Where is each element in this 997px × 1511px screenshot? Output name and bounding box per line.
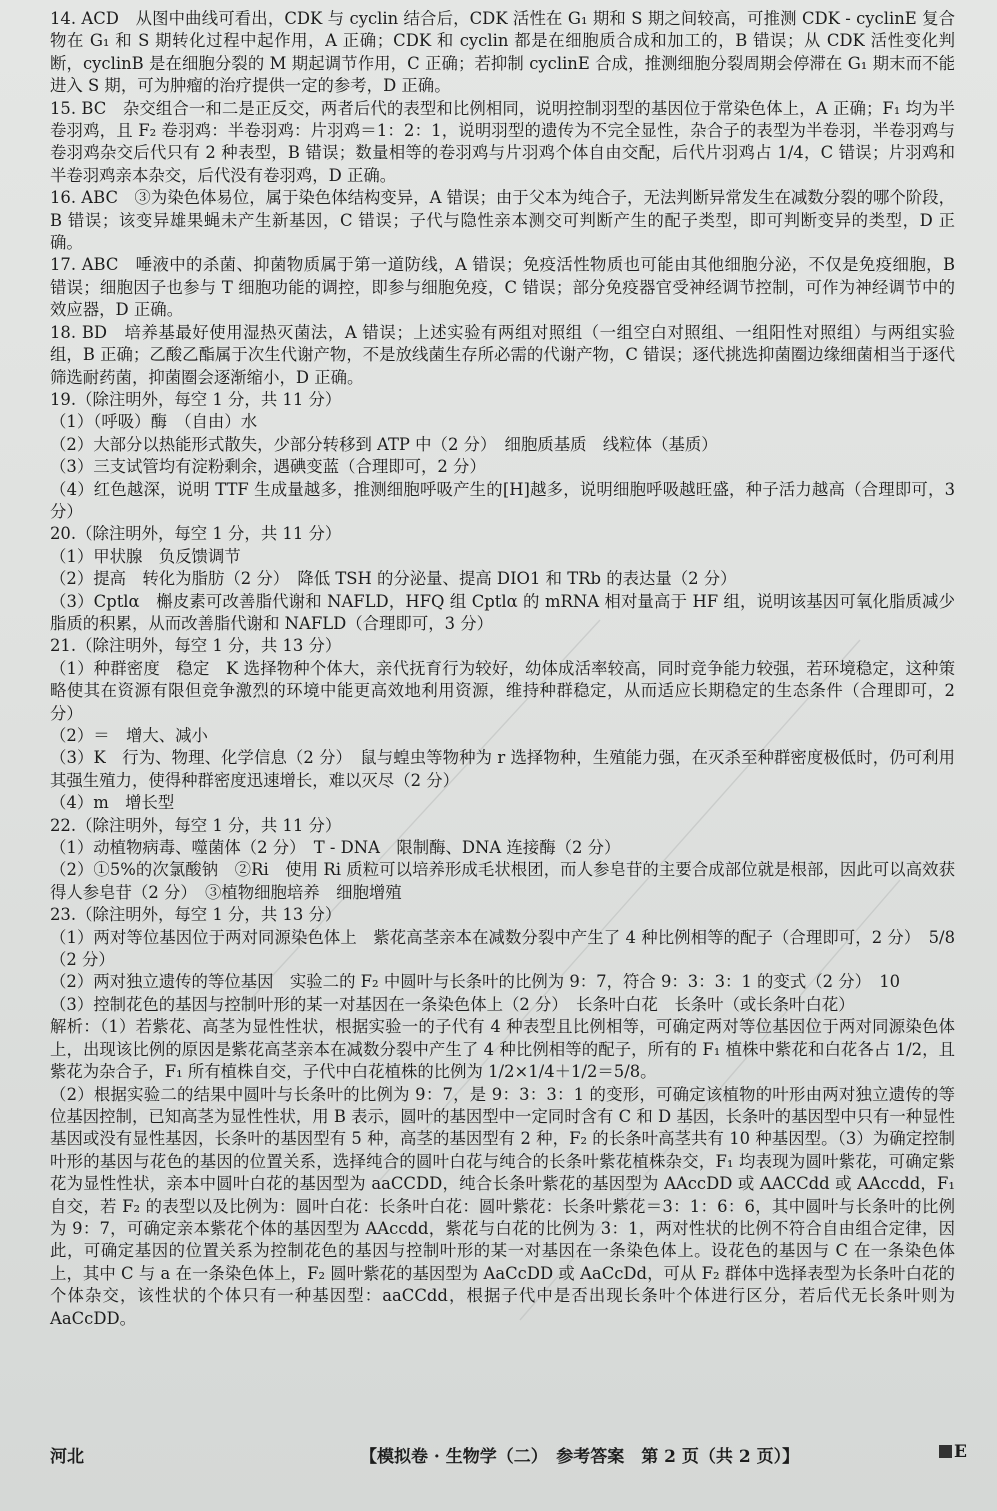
footer-province: 河北 [50,1447,84,1467]
answer-item [50,389,955,523]
answer-item-heading: 22.（除注明外，每空 1 分，共 11 分） [50,815,342,835]
answer-item-line: （1）甲状腺 负反馈调节 [50,546,241,566]
answer-item-line: （3）Cptlα 槲皮素可改善脂代谢和 NAFLD，HFQ 组 Cptlα 的 mRNA 相对量高于 HF 组，说明该基因可氧化脂质减少脂质的积累，从而改善脂代谢和 NAFLD（合理即可，3 分） [50,591,955,633]
answer-item-heading: 15. BC 杂交组合一和二是正反交，两者后代的表型和比例相同，说明控制羽型的基因位于常染色体上，A 正确；F₁ 均为半卷羽鸡，且 F₂ 卷羽鸡：半卷羽鸡：片羽鸡＝1：2：1，说明羽型的遗传为不完全显性，杂合子的表型为半卷羽，半卷羽鸡与卷羽鸡杂交后代只有 2 种表型，B 错误；数量相等的卷羽鸡与片羽鸡个体自由交配，后代片羽鸡占 1/4，C 错误；片羽鸡和半卷羽鸡亲本杂交，后代没有卷羽鸡，D 正确。 [50,98,955,185]
answer-item [50,98,955,188]
answer-item [50,815,955,905]
answer-item-line: （4）m 增长型 [50,793,175,813]
answer-item-line: （2）＝ 增大、减小 [50,726,208,745]
answer-item-heading: 23.（除注明外，每空 1 分，共 13 分） [50,905,342,925]
answer-item-line: （1）两对等位基因位于两对同源染色体上 紫花高茎亲本在减数分裂中产生了 4 种比例相等的配子（合理即可，2 分） 5/8（2 分） [50,927,955,970]
square-mark-icon [939,1445,952,1458]
answer-item [50,322,955,389]
answer-item-line: （1）动植物病毒、噬菌体（2 分） T - DNA 限制酶、DNA 连接酶（2 分） [50,838,621,858]
answer-item-line: （2）两对独立遗传的等位基因 实验二的 F₂ 中圆叶与长条叶的比例为 9：7，符合 9：3：3：1 的变式（2 分） 10 [50,972,901,992]
answer-item-heading: 14. ACD 从图中曲线可看出，CDK 与 cyclin 结合后，CDK 活性在 G₁ 期和 S 期之间较高，可推测 CDK - cyclinE 复合物在 G₁ 和 S 期转化过程中起作用，A 正确；CDK 和 cyclin 都是在细胞质合成和加工的，B 错误；从 CDK 活性变化判断，cyclinB 是在细胞分裂的 M 期起调节作用，C 正确；若抑制 cyclinE 合成，推测细胞分裂周期会停滞在 G₁ 期末而不能进入 S 期，可为肿瘤的治疗提供一定的参考，D 正确。 [50,9,955,96]
answer-item [50,635,955,814]
answer-content [50,8,955,1330]
answer-item-line: （3）K 行为、物理、化学信息（2 分） 鼠与蝗虫等物种为 r 选择物种，生殖能力强，在灭杀至种群密度极低时，仍可利用其强生殖力，使得种群密度迅速增长，难以灭尽（2 分） [50,748,955,790]
answer-item [50,187,955,254]
footer-title: 【模拟卷 · 生物学（二） 参考答案 第 2 页（共 2 页）】 [360,1447,800,1467]
answer-item-line: （2）根据实验二的结果中圆叶与长条叶的比例为 9：7，是 9：3：3：1 的变形，可确定该植物的叶形由两对独立遗传的等位基因控制，已知高茎为显性性状，用 B 表示，圆叶的基因型中一定同时含有 C 和 D 基因，长条叶的基因型中只有一种显性基因或没有显性基因，长条叶的基因型有 5 种，高茎的基因型有 2 种，F₂ 的长条叶高茎共有 10 种基因型。（3）为确定控制叶形的基因与花色的基因的位置关系，选择纯合的圆叶白花与纯合的长条叶紫花植株杂交，F₁ 均表现为圆叶紫花，可确定紫花为显性性状，亲本中圆叶白花的基因型为 aaCCDD，纯合长条叶紫花的基因型为 AAccDD 或 AACCdd 或 AAccdd，F₁ 自交，若 F₂ 的表型以及比例为：圆叶白花：长条叶白花：圆叶紫花：长条叶紫花＝3：1：6：6，其中圆叶与长条叶的比例为 9：7，可确定亲本紫花个体的基因型为 AAccdd，紫花与白花的比例为 3：1，两对性状的比例不符合自由组合定律，因此，可确定基因的位置关系为控制花色的基因与控制叶形的某一对基因在一条染色体上。设花色的基因与 C 在一条染色体上，其中 C 与 a 在一条染色体上，F₂ 圆叶紫花的基因型为 AaCcDD 或 AaCcDd，可从 F₂ 群体中选择表型为长条叶白花的个体杂交，该性状的个体只有一种基因型：aaCCdd，根据子代中是否出现长条叶个体进行区分，若后代无长条叶则为 AaCcDD。 [50,1084,955,1328]
answer-item-line: 解析：（1）若紫花、高茎为显性性状，根据实验一的子代有 4 种表型且比例相等，可确定两对等位基因位于两对同源染色体上，出现该比例的原因是紫花高茎亲本在减数分裂中产生了 4 种比例相等的配子，所有的 F₁ 植株中紫花和白花各占 1/2，且紫花为杂合子，F₁ 所有植株自交，子代中白花植株的比例为 1/2×1/4＋1/2＝5/8。 [50,1017,955,1082]
answer-item-line: （1）（呼吸）酶 （自由）水 [50,412,258,432]
footer-code-letter: E [954,1442,967,1462]
answer-item-line: （2）大部分以热能形式散失，少部分转移到 ATP 中（2 分） 细胞质基质 线粒体（基质） [50,434,718,454]
answer-item-line: （2）①5%的次氯酸钠 ②Ri 使用 Ri 质粒可以培养形成毛状根团，而人参皂苷的主要合成部位就是根部，因此可以高效获得人参皂苷（2 分） ③植物细胞培养 细胞增殖 [50,860,955,902]
answer-item-heading: 19.（除注明外，每空 1 分，共 11 分） [50,389,342,409]
answer-item-heading: 18. BD 培养基最好使用湿热灭菌法，A 错误；上述实验有两组对照组（一组空白对照组、一组阳性对照组）与两组实验组，B 正确；乙酸乙酯属于次生代谢产物，不是放线菌生存所必需的代谢产物，C 错误；逐代挑选抑菌圈边缘细菌相当于逐代筛选耐药菌，抑菌圈会逐渐缩小，D 正确。 [50,322,955,387]
answer-item-line: （3）控制花色的基因与控制叶形的某一对基因在一条染色体上（2 分） 长条叶白花 长条叶（或长条叶白花） [50,994,855,1014]
answer-item-line: （3）三支试管均有淀粉剩余，遇碘变蓝（合理即可，2 分） [50,457,486,477]
answer-item-heading: 20.（除注明外，每空 1 分，共 11 分） [50,524,342,544]
answer-item-heading: 16. ABC ③为染色体易位，属于染色体结构变异，A 错误；由于父本为纯合子，无法判断异常发生在减数分裂的哪个阶段，B 错误；该变异雄果蝇未产生新基因，C 错误；子代与隐性亲本测交可判断产生的配子类型，即可判断变异的类型，D 正确。 [50,188,955,253]
answer-item [50,254,955,321]
answer-item-heading: 21.（除注明外，每空 1 分，共 13 分） [50,636,342,656]
answer-item-line: （1）种群密度 稳定 K 选择物种个体大，亲代抚育行为较好，幼体成活率较高，同时竞争能力较强，若环境稳定，这种策略使其在资源有限但竞争激烈的环境中能更高效地利用资源，维持种群稳定，从而适应长期稳定的生态条件（合理即可，2 分） [50,658,955,723]
answer-item [50,523,955,635]
answer-item [50,8,955,98]
answer-item-line: （2）提高 转化为脂肪（2 分） 降低 TSH 的分泌量、提高 DIO1 和 TRb 的表达量（2 分） [50,569,737,589]
answer-item [50,904,955,1330]
answer-item-line: （4）红色越深，说明 TTF 生成量越多，推测细胞呼吸产生的[H]越多，说明细胞呼吸越旺盛，种子活力越高（合理即可，3 分） [50,479,955,521]
answer-item-heading: 17. ABC 唾液中的杀菌、抑菌物质属于第一道防线，A 错误；免疫活性物质也可能由其他细胞分泌，不仅是免疫细胞，B 错误；细胞因子也参与 T 细胞功能的调控，即参与细胞免疫，C 错误；部分免疫器官受神经调节控制，可作为神经调节中的效应器，D 正确。 [50,255,955,320]
footer-code [939,1442,967,1462]
page-footer [50,1442,967,1472]
